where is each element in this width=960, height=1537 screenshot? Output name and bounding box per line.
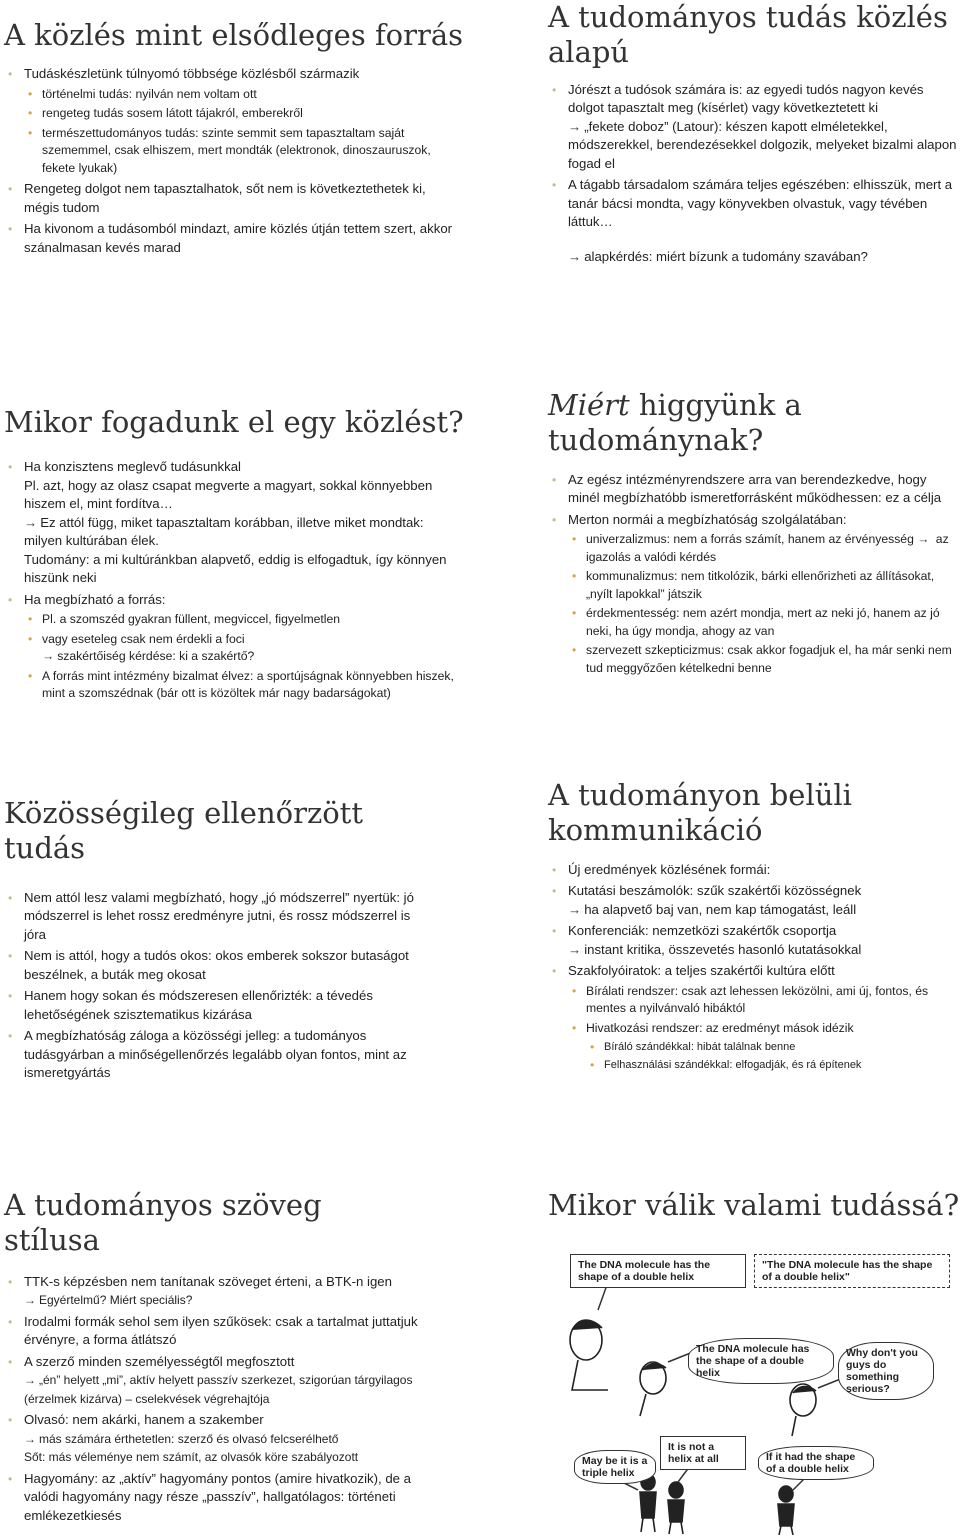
list-item: • Kutatási beszámolók: szűk szakértői közösségnek → ha alapvető baj van, nem kap támogatást, leáll <box>548 882 960 919</box>
slide-title: Közösségileg ellenőrzött tudás <box>4 796 363 866</box>
key-question: → alapkérdés: miért bízunk a tudomány szavában? <box>568 248 868 264</box>
arrow-icon: → <box>24 1293 36 1308</box>
list-item: • univerzalizmus: nem a forrás számít, hanem az érvényesség → az igazolás a valódi kérdés <box>568 531 960 566</box>
slide-4 <box>548 388 960 680</box>
list-item: • Hanem hogy sokan és módszeresen ellenőrizték: a tévedés lehetőségének szisztematikus kizárása <box>4 987 424 1024</box>
list-item: • rengeteg tudás sosem látott tájakról, emberekről <box>24 105 464 123</box>
slide-5 <box>4 796 424 1086</box>
person-figure <box>570 1320 608 1390</box>
arrow-icon: → <box>568 118 582 134</box>
list-item: • Jórészt a tudósok számára is: az egyedi tudós nagyon kevés dolgot tapasztalt meg (kísérlet) vagy következtetett ki → „fekete doboz” (Latour): készen kapott elméletekkel, módszerekkel, berendezésekkel dolgozik, melyeket bizalmi alapon fogad el <box>548 81 958 174</box>
bullet-list <box>548 81 958 232</box>
list-item: • A tágabb társadalom számára teljes egészében: elhisszük, mert a tanár bácsi mondta, vagy könyvekben olvastuk, vagy tévében láttuk… <box>548 176 958 232</box>
slide-title: A tudományon belüli kommunikáció <box>548 778 852 848</box>
bullet-list <box>548 861 960 1074</box>
list-item: • Hivatkozási rendszer: az eredményt mások idézik • Bíráló szándékkal: hibát találnak benne • Felhasználási szándékkal: elfogadják, és rá építenek <box>568 1020 960 1074</box>
bullet-list <box>4 458 464 703</box>
list-item: • Az egész intézményrendszere arra van berendezkedve, hogy minél megbízhatóbb ismeretforrásként működhessen: ez a célja <box>548 471 960 508</box>
person-figure <box>790 1384 816 1436</box>
list-item: • Nem attól lesz valami megbízható, hogy „jó módszerrel” nyertük: jó módszerrel is lehet rossz eredményre jutni, és rossz módszerrel is jóra <box>4 889 424 945</box>
speech-bubble: The DNA molecule has the shape of a double helix <box>570 1254 746 1288</box>
speech-bubble: May be it is a triple helix <box>574 1450 656 1484</box>
slide-3 <box>4 405 464 706</box>
slide-6 <box>548 778 960 1076</box>
speech-bubble: The DNA molecule has the shape of a double helix <box>688 1338 834 1384</box>
list-item: • Hagyomány: az „aktív” hagyomány pontos (amire hivatkozik), de a valódi hagyomány nagy része „passzív”, hallgatólagos: történeti emlékezetkiesés <box>4 1470 424 1526</box>
slide-title: A tudományos szöveg stílusa <box>4 1188 322 1258</box>
person-figure <box>640 1362 666 1416</box>
person-figure <box>640 1474 656 1532</box>
arrow-icon: → <box>24 1373 36 1388</box>
arrow-icon: → <box>24 1431 36 1446</box>
list-item: • természettudományos tudás: szinte semmit sem tapasztaltam saját szememmel, csak elhiszem, mert mondták (elektronok, dinoszauruszok, fekete lyukak) <box>24 125 464 178</box>
bullet-list <box>4 1273 424 1526</box>
list-item: • Felhasználási szándékkal: elfogadják, és rá építenek <box>586 1057 960 1073</box>
list-item: • A forrás mint intézmény bizalmat élvez: a sportújságnak könnyebben hiszek, mint a szomszédnak (bár ott is közöltek már nagy badarságokat) <box>24 668 464 703</box>
list-item: • Ha konzisztens meglevő tudásunkkal Pl. azt, hogy az olasz csapat megverte a magyart, sokkal könnyebben hiszem el, mint fordítva… → Ez attól függ, miket tapasztaltam korábban, illetve miket mondtak: milyen kultúrában élek. Tudomány: a mi kultúránkban alapvető, eddig is elfogadtuk, így könnyen hiszünk neki <box>4 458 464 588</box>
list-item: • vagy eseteleg csak nem érdekli a foci → szakértőiség kérdése: ki a szakértő? <box>24 631 464 666</box>
list-item: • A szerző minden személyességtől megfosztott → „én” helyett „mi”, aktív helyett passzív szerkezet, szigorúan tárgyilagos (érzelmek kizárva) – cselekvések végrehajtója <box>4 1353 424 1409</box>
slide-title: Mikor fogadunk el egy közlést? <box>4 405 464 439</box>
list-item: • Tudáskészletünk túlnyomó többsége közlésből származik • történelmi tudás: nyilván nem voltam ott • rengeteg tudás sosem látott tájakról, emberekről • természettudományos tudás: szinte semmit sem tapasztaltam saját szememmel, csak elhiszem, mert mondták (elektronok, dinoszauruszok, fekete lyukak) <box>4 65 464 177</box>
slide-2 <box>548 0 958 266</box>
arrow-icon: → <box>917 532 930 547</box>
list-item: • történelmi tudás: nyilván nem voltam ott <box>24 86 464 104</box>
slide-1 <box>4 18 464 260</box>
list-item: • A megbízhatóság záloga a közösségi jelleg: a tudományos tudásgyárban a minőségellenőrzés legalább olyan fontos, mint az ismeretgyártás <box>4 1027 424 1083</box>
person-figure <box>778 1486 794 1535</box>
list-item: • Irodalmi formák sehol sem ilyen szűkösek: csak a tartalmat juttatjuk érvényre, a forma átlátszó <box>4 1313 424 1350</box>
list-item: • kommunalizmus: nem titkolózik, bárki ellenőrizheti az állításokat, „nyílt lapokkal” játszik <box>568 568 960 603</box>
list-item: • TTK-s képzésben nem tanítanak szöveget érteni, a BTK-n igen → Egyértelmű? Miért speciális? <box>4 1273 424 1310</box>
list-item: • Új eredmények közlésének formái: <box>548 861 960 880</box>
arrow-icon: → <box>42 649 55 664</box>
speech-bubble: Why don't you guys do something serious? <box>838 1342 934 1400</box>
slide-7 <box>4 1188 424 1528</box>
list-item: • Bíráló szándékkal: hibát találnak benne <box>586 1039 960 1055</box>
list-item: • Nem is attól, hogy a tudós okos: okos emberek sokszor butaságot beszélnek, a buták meg okosat <box>4 947 424 984</box>
bullet-list <box>4 65 464 257</box>
list-item: • érdekmentesség: nem azért mondja, mert az neki jó, hanem az jó neki, ha úgy mondja, ahogy az van <box>568 605 960 640</box>
list-item: • Szakfolyóiratok: a teljes szakértői kultúra előtt • Bírálati rendszer: csak azt lehessen leközölni, ami új, fontos, és mentes a nyilvánvaló hibáktól • Hivatkozási rendszer: az eredményt mások idézik • Bíráló szándékkal: hibát találnak benne • Felhasználási szándékkal: elfogadják, és rá építenek <box>548 962 960 1073</box>
list-item: • Ha kivonom a tudásomból mindazt, amire közlés útján tettem szert, akkor szánalmasan kevés marad <box>4 220 464 257</box>
speech-bubble: If it had the shape of a double helix <box>758 1446 874 1480</box>
bullet-list <box>548 471 960 678</box>
list-item: • Konferenciák: nemzetközi szakértők csoportja → instant kritika, összevetés hasonló kutatásokkal <box>548 922 960 959</box>
comic-illustration <box>548 1250 958 1535</box>
bullet-list <box>4 889 424 1083</box>
slide-title: Mikor válik valami tudássá? <box>548 1188 960 1222</box>
list-item: • Merton normái a megbízhatóság szolgálatában: • univerzalizmus: nem a forrás számít, hanem az érvényesség → az igazolás a valódi kérdés • kommunalizmus: nem titkolózik, bárki ellenőrizheti az állításokat, „nyílt lapokkal” játszik • érdekmentesség: nem azért mondja, mert az neki jó, hanem az jó neki, ha úgy mondja, ahogy az van • szervezett szkepticizmus: csak akkor fogadjuk el, ha már senki nem tud meggyőzően kételkedni benne <box>548 511 960 678</box>
speech-bubble: It is not a helix at all <box>660 1436 746 1470</box>
arrow-icon: → <box>568 901 582 917</box>
list-item: • szervezett szkepticizmus: csak akkor fogadjuk el, ha már senki nem tud meggyőzően kételkedni benne <box>568 642 960 677</box>
slide-title: Miért higgyünk a tudománynak? <box>548 388 802 458</box>
arrow-icon: → <box>568 248 582 264</box>
slide-8 <box>548 1188 960 1223</box>
person-figure <box>668 1482 684 1534</box>
slide-title: A közlés mint elsődleges forrás <box>4 18 464 52</box>
list-item: • Ha megbízható a forrás: • Pl. a szomszéd gyakran füllent, megviccel, figyelmetlen • vagy eseteleg csak nem érdekli a foci → szakértőiség kérdése: ki a szakértő? • A forrás mint intézmény bizalmat élvez: a sportújságnak könnyebben hiszek, mint a szomszédnak (bár ott is közöltek már nagy badarságokat) <box>4 591 464 703</box>
slide-title: A tudományos tudás közlés alapú <box>548 0 948 70</box>
list-item: • Olvasó: nem akárki, hanem a szakember → más számára érthetetlen: szerző és olvasó felcserélhető Sőt: más véleménye nem számít, az olvasók köre szabályozott <box>4 1411 424 1467</box>
list-item: • Rengeteg dolgot nem tapasztalhatok, sőt nem is következtethetek ki, mégis tudom <box>4 180 464 217</box>
list-item: • Pl. a szomszéd gyakran füllent, megviccel, figyelmetlen <box>24 611 464 629</box>
arrow-icon: → <box>568 941 582 957</box>
arrow-icon: → <box>24 514 38 530</box>
list-item: • Bírálati rendszer: csak azt lehessen leközölni, ami új, fontos, és mentes a nyilvánvaló hibáktól <box>568 983 960 1018</box>
speech-bubble: "The DNA molecule has the shape of a double helix" <box>754 1254 950 1288</box>
